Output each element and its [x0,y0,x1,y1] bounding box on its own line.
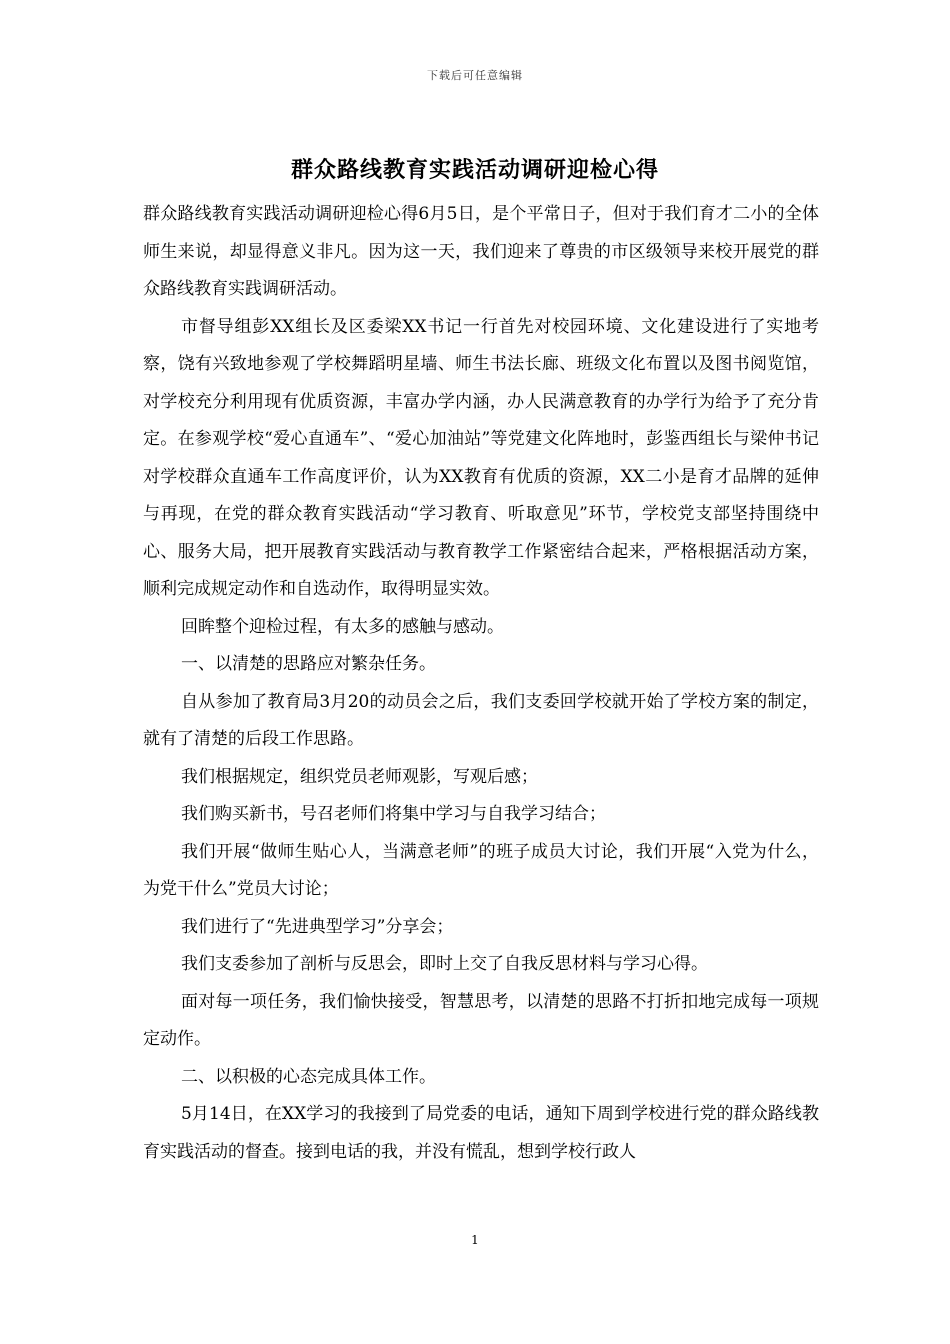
paragraph-list-item: 我们购买新书，号召老师们将集中学习与自我学习结合； [181,804,606,824]
section-heading-2: 二、以积极的心态完成具体工作。 [181,1066,436,1087]
paragraph-reflection: 回眸整个迎检过程，有太多的感触与感动。 [181,616,504,637]
paragraph-summary: 面对每一项任务，我们愉快接受，智慧思考，以清楚的思路不打折扣地完成每一项规定动作。 [143,991,819,1049]
paragraph-list-item: 我们开展“做师生贴心人，当满意老师”的班子成员大讨论，我们开展“入党为什么，为党干什么”党员大讨论； [143,841,819,899]
document-body [143,196,819,1171]
paragraph-list-item: 我们根据规定，组织党员老师观影，写观后感； [181,766,538,787]
paragraph-mobilization: 自从参加了教育局3月20的动员会之后，我们支委回学校就开始了学校方案的制定，就有了清楚的后段工作思路。 [143,691,819,749]
page-header-note: 下载后可任意编辑 [427,69,523,82]
paragraph-inspection-visit: 市督导组彭XX组长及区委梁XX书记一行首先对校园环境、文化建设进行了实地考察，饶有兴致地参观了学校舞蹈明星墙、师生书法长廊、班级文化布置以及图书阅览馆，对学校充分利用现有优质资源，丰富办学内涵，办人民满意教育的办学行为给予了充分肯定。在参观学校“爱心直通车”、“爱心加油站”等党建文化阵地时，彭鉴西组长与梁仲书记对学校群众直通车工作高度评价，认为XX教育有优质的资源，XX二小是育才品牌的延伸与再现，在党的群众教育实践活动“学习教育、听取意见”环节，学校党支部坚持围绕中心、服务大局，把开展教育实践活动与教育教学工作紧密结合起来，严格根据活动方案，顺利完成规定动作和自选动作，取得明显实效。 [143,316,819,599]
paragraph-list-item: 我们进行了“先进典型学习”分享会； [181,916,454,937]
document-title: 群众路线教育实践活动调研迎检心得 [290,157,659,183]
paragraph-phone-call: 5月14日，在XX学习的我接到了局党委的电话，通知下周到学校进行党的群众路线教育实践活动的督查。接到电话的我，并没有慌乱，想到学校行政人 [143,1104,819,1162]
section-heading-1: 一、以清楚的思路应对繁杂任务。 [181,654,436,674]
page-number: 1 [471,1233,479,1247]
paragraph-list-item: 我们支委参加了剖析与反思会，即时上交了自我反思材料与学习心得。 [181,954,708,974]
paragraph-intro: 群众路线教育实践活动调研迎检心得6月5日，是个平常日子，但对于我们育才二小的全体师生来说，却显得意义非凡。因为这一天，我们迎来了尊贵的市区级领导来校开展党的群众路线教育实践调研活动。 [143,204,819,299]
